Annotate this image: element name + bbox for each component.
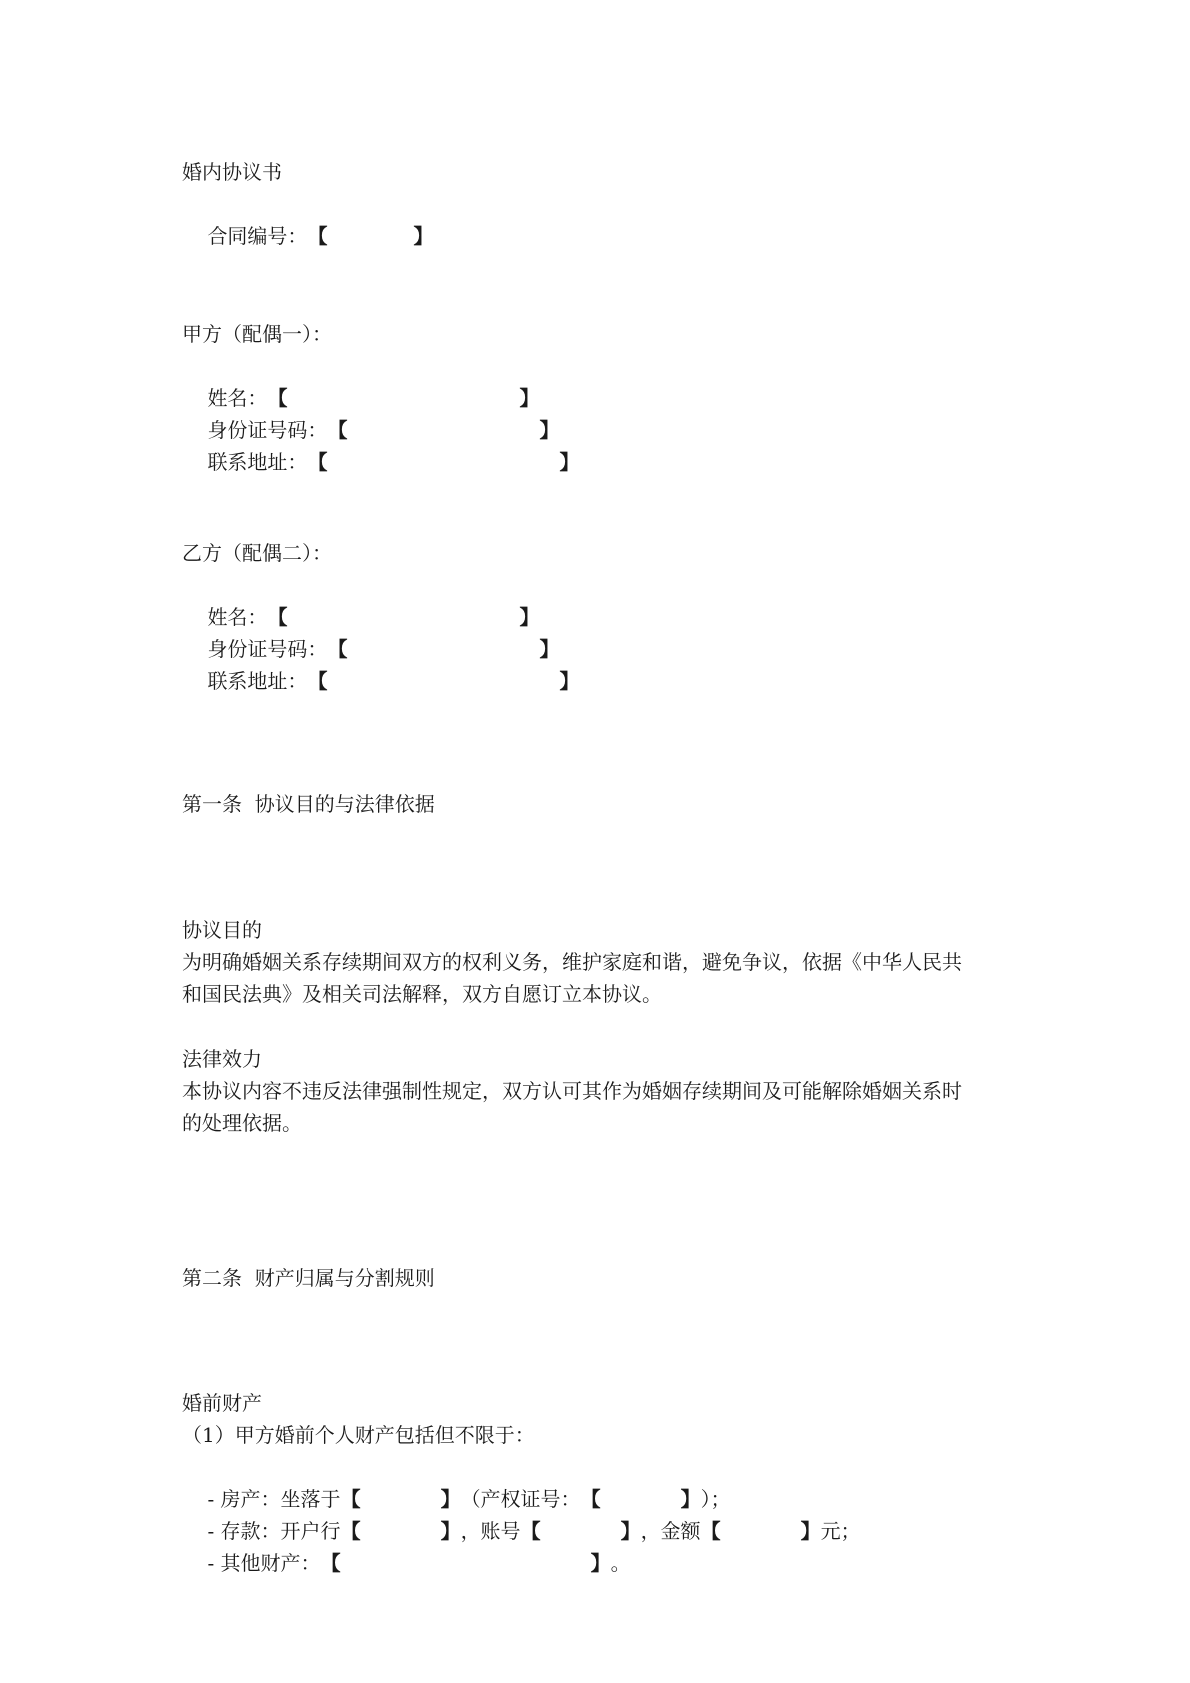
house-mid: （产权证号：	[460, 1487, 581, 1511]
party-a-address-label: 联系地址：	[207, 450, 308, 474]
party-a-address-line	[182, 414, 580, 474]
party-b-name-line	[182, 569, 540, 629]
bracket-open: 【	[340, 1519, 361, 1543]
party-b-heading: 乙方（配偶二）：	[182, 541, 332, 565]
bracket-open: 【	[580, 1487, 601, 1511]
bracket-close: 】	[559, 450, 580, 474]
bracket-close: 】	[440, 1519, 461, 1543]
contract-number-label: 合同编号：	[207, 224, 308, 248]
bracket-open: 【	[327, 637, 348, 661]
effect-text-line-2: 的处理依据。	[182, 1111, 302, 1135]
bracket-close: 】	[590, 1551, 611, 1575]
bracket-close: 】	[519, 386, 540, 410]
bracket-open: 【	[520, 1519, 541, 1543]
bracket-close: 】	[539, 418, 560, 442]
bracket-open: 【	[340, 1487, 361, 1511]
other-end: 。	[610, 1551, 631, 1575]
deposit-line	[182, 1483, 861, 1543]
purpose-text-line-2: 和国民法典》及相关司法解释，双方自愿订立本协议。	[182, 982, 662, 1006]
party-b-address-line	[182, 633, 580, 693]
party-a-name-label: 姓名：	[207, 386, 268, 410]
bracket-open: 【	[307, 224, 328, 248]
bracket-open: 【	[700, 1519, 721, 1543]
article-1-heading: 第一条 协议目的与法律依据	[182, 792, 435, 816]
document-title: 婚内协议书	[182, 160, 282, 184]
deposit-amount-label: ，金额	[640, 1519, 701, 1543]
deposit-end: 元；	[820, 1519, 861, 1543]
deposit-account-label: ，账号	[460, 1519, 521, 1543]
premarital-heading: 婚前财产	[182, 1391, 262, 1415]
purpose-heading: 协议目的	[182, 918, 262, 942]
party-a-name-line	[182, 350, 540, 410]
bracket-close: 】	[620, 1519, 641, 1543]
bracket-open: 【	[320, 1551, 341, 1575]
article-2-heading: 第二条 财产归属与分割规则	[182, 1266, 435, 1290]
bracket-close: 】	[413, 224, 434, 248]
house-line	[182, 1451, 731, 1511]
other-prefix: - 其他财产：	[207, 1551, 321, 1575]
bracket-close: 】	[519, 605, 540, 629]
deposit-prefix: - 存款：开户行	[207, 1519, 341, 1543]
bracket-open: 【	[267, 386, 288, 410]
party-a-id-line	[182, 382, 560, 442]
party-b-address-label: 联系地址：	[207, 669, 308, 693]
house-end: ）；	[700, 1487, 731, 1511]
effect-heading: 法律效力	[182, 1047, 262, 1071]
bracket-open: 【	[327, 418, 348, 442]
bracket-open: 【	[307, 669, 328, 693]
purpose-text-line-1: 为明确婚姻关系存续期间双方的权利义务，维护家庭和谐，避免争议，依据《中华人民共	[182, 950, 962, 974]
bracket-open: 【	[267, 605, 288, 629]
premarital-item-1: （1）甲方婚前个人财产包括但不限于：	[182, 1423, 535, 1447]
party-a-heading: 甲方（配偶一）：	[182, 322, 332, 346]
bracket-close: 】	[800, 1519, 821, 1543]
party-b-name-label: 姓名：	[207, 605, 268, 629]
party-b-id-line	[182, 601, 560, 661]
bracket-close: 】	[539, 637, 560, 661]
party-a-id-label: 身份证号码：	[207, 418, 328, 442]
other-property-line	[182, 1515, 631, 1575]
effect-text-line-1: 本协议内容不违反法律强制性规定，双方认可其作为婚姻存续期间及可能解除婚姻关系时	[182, 1079, 962, 1103]
bracket-close: 】	[680, 1487, 701, 1511]
party-b-id-label: 身份证号码：	[207, 637, 328, 661]
bracket-close: 】	[440, 1487, 461, 1511]
bracket-open: 【	[307, 450, 328, 474]
house-prefix: - 房产：坐落于	[207, 1487, 341, 1511]
bracket-close: 】	[559, 669, 580, 693]
contract-number-line	[182, 188, 434, 248]
